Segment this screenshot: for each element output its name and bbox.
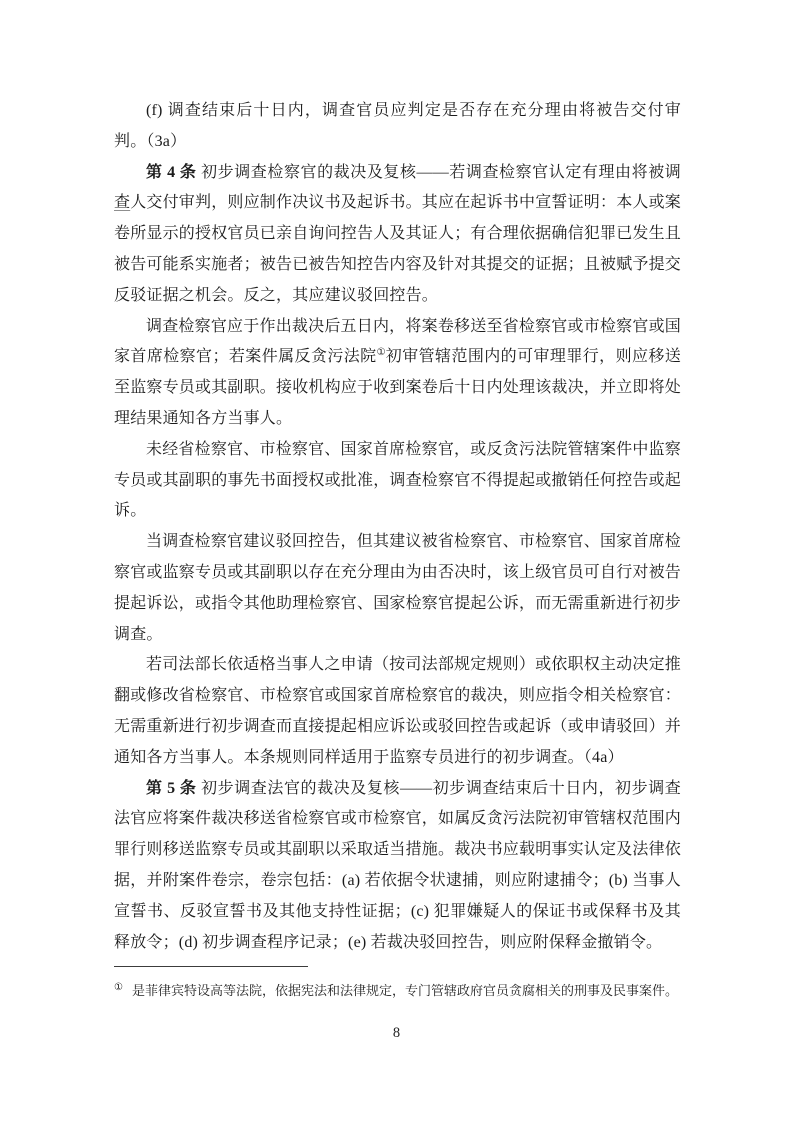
underlined-character: 查: [114, 194, 131, 212]
article-4-heading: 第 4 条: [146, 163, 197, 181]
paragraph-text: (f) 调查结束后十日内，调查官员应判定是否存在充分理由将被告交付审判。（3a）: [114, 102, 681, 150]
footnote-separator: [114, 966, 308, 967]
paragraph-text: 当调查检察官建议驳回控告，但其建议被省检察官、市检察官、国家首席检察官或监察专员或其副职以存在充分理由为由否决时，该上级官员可自行对被告提起诉讼，或指令其他助理检察官、国家检察官提起公诉，而无需重新进行初步调查。: [114, 533, 682, 643]
paragraph-article-4: [114, 158, 681, 312]
paragraph-text: 初审管辖范围内的可审理罪行，则应移送至监察专员或其副职。接收机构应于收到案卷后十日内处理该裁决，并立即将处理结果通知各方当事人。: [114, 348, 682, 427]
paragraph-clause-f: [114, 96, 681, 158]
paragraph-secretary-of-justice: [114, 650, 681, 773]
footnote-reference-icon: ①: [376, 347, 386, 359]
paragraph-overrule: [114, 527, 681, 650]
paragraph-authorization: [114, 435, 681, 527]
paragraph-text: 调查检察官应于作出裁决后五日内，将案卷移送至省检察官或市检察官或国家首席检察官；若案件属反贪污法院: [114, 317, 681, 366]
footnote-text: 是菲律宾特设高等法院，依据宪法和法律规定，专门管辖政府官员贪腐相关的刑事及民事案件。: [131, 983, 678, 998]
paragraph-transmittal: [114, 312, 681, 435]
footnote: [114, 981, 681, 1000]
footnote-marker: ①: [114, 982, 123, 993]
paragraph-text: 未经省检察官、市检察官、国家首席检察官，或反贪污法院管辖案件中监察专员或其副职的事先书面授权或批准，调查检察官不得提起或撤销任何控告或起诉。: [114, 440, 682, 520]
page-number: 8: [392, 1025, 401, 1041]
paragraph-text: 人交付审判，则应制作决议书及起诉书。其应在起诉书中宣誓证明：本人或案卷所显示的授权官员已亲自询问控告人及其证人；有合理依据确信犯罪已发生且被告可能系实施者；被告已被告知控告内容及针对其提交的证据；且被赋予提交反驳证据之机会。反之，其应建议驳回控告。: [114, 194, 682, 304]
paragraph-article-5: [114, 774, 681, 959]
paragraph-text: 初步调查检察官的裁决及复核——若调查检察官认定有理由将被调: [196, 163, 681, 181]
paragraph-text: 若司法部长依适格当事人之申请（按司法部规定规则）或依职权主动决定推翻或修改省检察官、市检察官或国家首席检察官的裁决，则应指令相关检察官：无需重新进行初步调查而直接提起相应诉讼或驳回控告或起诉（或申请驳回）并通知各方当事人。本条规则同样适用于监察专员进行的初步调查。（4a）: [114, 656, 682, 766]
document-body: [114, 96, 681, 958]
article-5-heading: 第 5 条: [146, 779, 197, 797]
paragraph-text: 初步调查法官的裁决及复核——初步调查结束后十日内，初步调查法官应将案件裁决移送省检察官或市检察官，如属反贪污法院初审管辖权范围内罪行则移送监察专员或其副职以采取适当措施。裁决书应载明事实认定及法律依据，并附案件卷宗，卷宗包括：(a) 若依据令状逮捕，则应附逮捕令；(b) 当事人宣誓书、反驳宣誓书及其他支持性证据；(c) 犯罪嫌疑人的保证书或保释书及其释放令；(d) 初步调查程序记录；(e) 若裁决驳回控告，则应附保释金撤销令。: [114, 779, 682, 951]
